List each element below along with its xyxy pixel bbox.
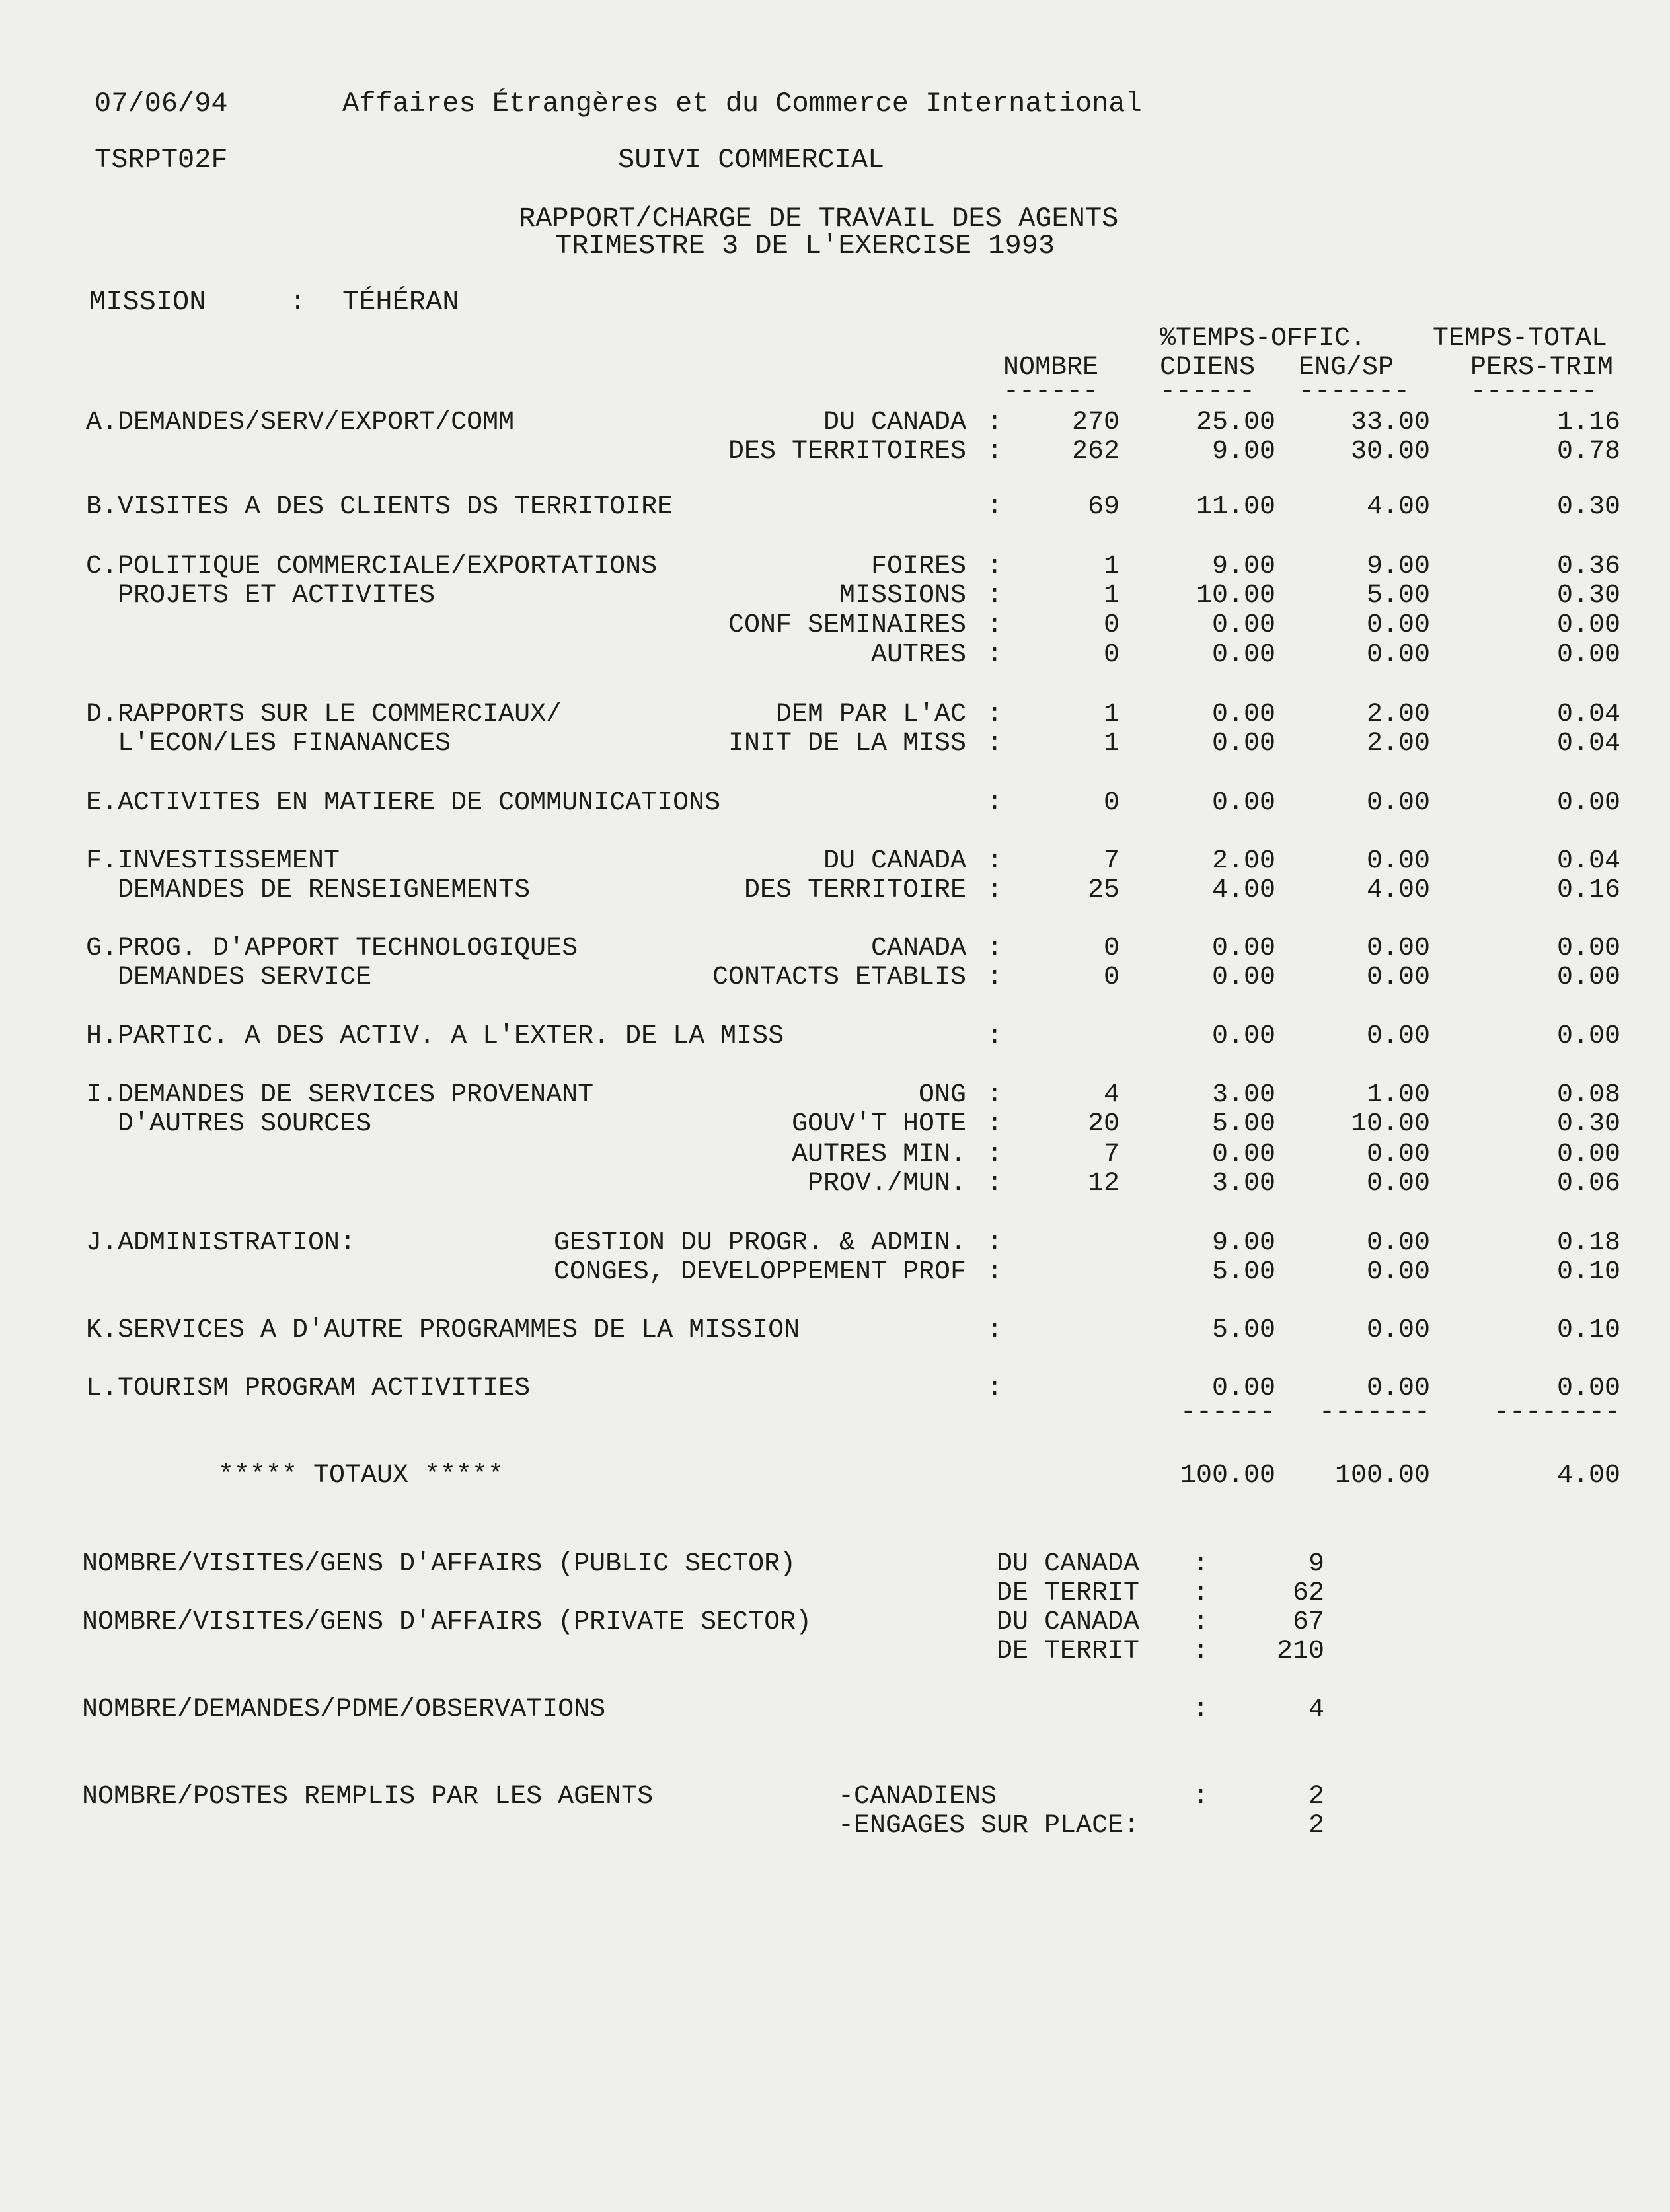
row-cdiens: 0.00 <box>1211 700 1275 729</box>
row-eng-sp: 33.00 <box>1350 408 1430 437</box>
row-label: L'ECON/LES FINANANCES <box>86 729 451 758</box>
totals-rule-eng-sp: ------- <box>1318 1397 1430 1427</box>
row-eng-sp: 10.00 <box>1350 1109 1430 1139</box>
row-label: C.POLITIQUE COMMERCIALE/EXPORTATIONS <box>86 552 658 581</box>
row-nombre: 270 <box>1071 408 1120 437</box>
row-label: D'AUTRES SOURCES <box>86 1109 372 1139</box>
canadiens-label: -CANADIENS <box>838 1782 997 1812</box>
engages-sur-place-label: -ENGAGES SUR PLACE: <box>838 1811 1140 1841</box>
private-du-canada-label: DU CANADA <box>997 1607 1140 1637</box>
row-nombre: 20 <box>1087 1109 1120 1139</box>
row-total: 0.78 <box>1556 437 1620 466</box>
row-eng-sp: 0.00 <box>1366 1021 1430 1051</box>
row-nombre: 0 <box>1103 934 1120 963</box>
row-sub-label: CONGES, DEVELOPPEMENT PROF <box>553 1257 966 1287</box>
row-nombre: 25 <box>1087 875 1120 905</box>
row-total: 0.16 <box>1556 875 1620 905</box>
row-eng-sp: 0.00 <box>1366 640 1430 670</box>
row-colon: : <box>987 1228 1003 1258</box>
row-nombre: 1 <box>1103 552 1120 581</box>
canadiens-colon: : <box>1193 1782 1209 1812</box>
row-cdiens: 0.00 <box>1211 963 1275 992</box>
row-nombre: 262 <box>1071 437 1120 466</box>
row-colon: : <box>987 581 1003 610</box>
row-total: 0.00 <box>1556 640 1620 670</box>
report-date: 07/06/94 <box>95 88 228 120</box>
row-total: 0.30 <box>1556 1109 1620 1139</box>
row-sub-label: GESTION DU PROGR. & ADMIN. <box>553 1228 966 1258</box>
private-de-territ-label: DE TERRIT <box>997 1637 1140 1666</box>
row-sub-label: DES TERRITOIRE <box>743 875 966 905</box>
row-total: 0.00 <box>1556 1140 1620 1169</box>
row-eng-sp: 0.00 <box>1366 846 1430 876</box>
totals-cdiens: 100.00 <box>1180 1461 1275 1491</box>
column-rule-pers-trim: -------- <box>1470 377 1598 407</box>
row-eng-sp: 0.00 <box>1366 1257 1430 1287</box>
row-cdiens: 3.00 <box>1211 1169 1275 1198</box>
row-sub-label: GOUV'T HOTE <box>791 1109 966 1139</box>
row-eng-sp: 0.00 <box>1366 610 1430 640</box>
report-code: TSRPT02F <box>95 144 228 176</box>
row-colon: : <box>987 640 1003 670</box>
totals-rule-total: -------- <box>1493 1397 1620 1427</box>
row-total: 0.04 <box>1556 846 1620 876</box>
row-colon: : <box>987 1140 1003 1169</box>
row-eng-sp: 9.00 <box>1366 552 1430 581</box>
row-colon: : <box>987 1315 1003 1345</box>
row-colon: : <box>987 492 1003 522</box>
column-rule-eng-sp: ------- <box>1299 377 1410 407</box>
row-sub-label: DU CANADA <box>823 846 966 876</box>
row-sub-label: DES TERRITOIRES <box>728 437 966 466</box>
row-nombre: 1 <box>1103 700 1120 729</box>
row-colon: : <box>987 729 1003 758</box>
row-label: DEMANDES SERVICE <box>86 963 372 992</box>
row-eng-sp: 0.00 <box>1366 1228 1430 1258</box>
row-eng-sp: 1.00 <box>1366 1080 1430 1110</box>
row-colon: : <box>987 437 1003 466</box>
row-sub-label: INIT DE LA MISS <box>728 729 966 758</box>
engages-sur-place-value: 2 <box>1308 1811 1324 1841</box>
row-cdiens: 2.00 <box>1211 846 1275 876</box>
row-cdiens: 0.00 <box>1211 610 1275 640</box>
mission-label: MISSION <box>89 286 206 318</box>
mission-colon: : <box>289 286 307 318</box>
row-eng-sp: 2.00 <box>1366 700 1430 729</box>
row-total: 0.04 <box>1556 729 1620 758</box>
row-cdiens: 0.00 <box>1211 1021 1275 1051</box>
row-total: 0.00 <box>1556 963 1620 992</box>
row-nombre: 0 <box>1103 963 1120 992</box>
row-cdiens: 9.00 <box>1211 552 1275 581</box>
row-eng-sp: 0.00 <box>1366 1315 1430 1345</box>
row-colon: : <box>987 1021 1003 1051</box>
row-eng-sp: 2.00 <box>1366 729 1430 758</box>
row-nombre: 69 <box>1087 492 1120 522</box>
demandes-pdme-value: 4 <box>1308 1695 1324 1724</box>
column-header-pers-trim: PERS-TRIM <box>1470 353 1614 383</box>
row-label: D.RAPPORTS SUR LE COMMERCIAUX/ <box>86 700 562 729</box>
row-colon: : <box>987 1109 1003 1139</box>
private-de-territ-colon: : <box>1193 1637 1209 1666</box>
row-cdiens: 10.00 <box>1196 581 1275 610</box>
row-label: K.SERVICES A D'AUTRE PROGRAMMES DE LA MISSION <box>86 1315 800 1345</box>
row-colon: : <box>987 408 1003 437</box>
row-total: 0.00 <box>1556 788 1620 818</box>
row-cdiens: 5.00 <box>1211 1315 1275 1345</box>
row-total: 0.00 <box>1556 934 1620 963</box>
row-total: 0.08 <box>1556 1080 1620 1110</box>
row-nombre: 0 <box>1103 610 1120 640</box>
row-eng-sp: 0.00 <box>1366 1374 1430 1403</box>
public-du-canada-colon: : <box>1193 1549 1209 1579</box>
row-cdiens: 0.00 <box>1211 1374 1275 1403</box>
demandes-pdme-label: NOMBRE/DEMANDES/PDME/OBSERVATIONS <box>82 1695 606 1724</box>
row-nombre: 1 <box>1103 729 1120 758</box>
private-de-territ-value: 210 <box>1276 1637 1324 1666</box>
row-cdiens: 25.00 <box>1196 408 1275 437</box>
column-rule-nombre: ------ <box>1003 377 1099 407</box>
report-subtitle: TRIMESTRE 3 DE L'EXERCISE 1993 <box>555 230 1055 262</box>
public-sector-label: NOMBRE/VISITES/GENS D'AFFAIRS (PUBLIC SECTOR) <box>82 1549 796 1579</box>
row-colon: : <box>987 846 1003 876</box>
row-eng-sp: 30.00 <box>1350 437 1430 466</box>
row-sub-label: DEM PAR L'AC <box>775 700 966 729</box>
row-nombre: 4 <box>1103 1080 1120 1110</box>
public-de-territ-label: DE TERRIT <box>997 1578 1140 1608</box>
canadiens-value: 2 <box>1308 1782 1324 1812</box>
row-colon: : <box>987 552 1003 581</box>
row-cdiens: 5.00 <box>1211 1109 1275 1139</box>
row-total: 0.10 <box>1556 1315 1620 1345</box>
row-total: 1.16 <box>1556 408 1620 437</box>
row-colon: : <box>987 788 1003 818</box>
private-du-canada-value: 67 <box>1292 1607 1324 1637</box>
row-label: B.VISITES A DES CLIENTS DS TERRITOIRE <box>86 492 673 522</box>
row-label: I.DEMANDES DE SERVICES PROVENANT <box>86 1080 594 1110</box>
row-total: 0.06 <box>1556 1169 1620 1198</box>
row-cdiens: 9.00 <box>1211 437 1275 466</box>
row-cdiens: 0.00 <box>1211 934 1275 963</box>
row-colon: : <box>987 963 1003 992</box>
row-cdiens: 4.00 <box>1211 875 1275 905</box>
demandes-pdme-colon: : <box>1193 1695 1209 1724</box>
row-label: F.INVESTISSEMENT <box>86 846 340 876</box>
row-total: 0.00 <box>1556 1374 1620 1403</box>
row-cdiens: 11.00 <box>1196 492 1275 522</box>
row-colon: : <box>987 1374 1003 1403</box>
public-du-canada-label: DU CANADA <box>997 1549 1140 1579</box>
totals-total: 4.00 <box>1556 1461 1620 1491</box>
row-sub-label: CANADA <box>870 934 966 963</box>
column-rule-cdiens: ------ <box>1160 377 1256 407</box>
row-label: A.DEMANDES/SERV/EXPORT/COMM <box>86 408 515 437</box>
row-cdiens: 0.00 <box>1211 788 1275 818</box>
column-header-pct-temps-offic: %TEMPS-OFFIC. <box>1160 324 1367 353</box>
row-nombre: 0 <box>1103 640 1120 670</box>
row-colon: : <box>987 610 1003 640</box>
public-du-canada-value: 9 <box>1308 1549 1324 1579</box>
row-eng-sp: 4.00 <box>1366 492 1430 522</box>
row-colon: : <box>987 1080 1003 1110</box>
row-label: DEMANDES DE RENSEIGNEMENTS <box>86 875 531 905</box>
row-total: 0.30 <box>1556 581 1620 610</box>
row-colon: : <box>987 1257 1003 1287</box>
column-header-cdiens: CDIENS <box>1160 353 1256 383</box>
column-header-eng-sp: ENG/SP <box>1299 353 1394 383</box>
row-label: L.TOURISM PROGRAM ACTIVITIES <box>86 1374 531 1403</box>
row-eng-sp: 0.00 <box>1366 1140 1430 1169</box>
row-sub-label: FOIRES <box>870 552 966 581</box>
row-sub-label: PROV./MUN. <box>807 1169 966 1198</box>
row-cdiens: 0.00 <box>1211 640 1275 670</box>
row-total: 0.30 <box>1556 492 1620 522</box>
row-total: 0.10 <box>1556 1257 1620 1287</box>
row-label: E.ACTIVITES EN MATIERE DE COMMUNICATIONS <box>86 788 721 818</box>
row-label: G.PROG. D'APPORT TECHNOLOGIQUES <box>86 934 578 963</box>
public-de-territ-value: 62 <box>1292 1578 1324 1608</box>
row-total: 0.00 <box>1556 610 1620 640</box>
row-nombre: 1 <box>1103 581 1120 610</box>
row-eng-sp: 0.00 <box>1366 934 1430 963</box>
row-sub-label: CONF SEMINAIRES <box>728 610 966 640</box>
column-header-nombre: NOMBRE <box>1003 353 1099 383</box>
row-cdiens: 9.00 <box>1211 1228 1275 1258</box>
row-total: 0.04 <box>1556 700 1620 729</box>
row-colon: : <box>987 700 1003 729</box>
row-sub-label: AUTRES <box>870 640 966 670</box>
totals-rule-cdiens: ------ <box>1180 1397 1275 1427</box>
row-eng-sp: 0.00 <box>1366 963 1430 992</box>
row-nombre: 12 <box>1087 1169 1120 1198</box>
row-nombre: 0 <box>1103 788 1120 818</box>
public-de-territ-colon: : <box>1193 1578 1209 1608</box>
row-eng-sp: 4.00 <box>1366 875 1430 905</box>
totals-label: ***** TOTAUX ***** <box>218 1461 504 1491</box>
row-colon: : <box>987 875 1003 905</box>
mission-value: TÉHÉRAN <box>342 286 459 318</box>
row-sub-label: MISSIONS <box>839 581 966 610</box>
row-total: 0.36 <box>1556 552 1620 581</box>
row-eng-sp: 5.00 <box>1366 581 1430 610</box>
column-header-temps-total: TEMPS-TOTAL <box>1433 324 1608 353</box>
row-sub-label: AUTRES MIN. <box>791 1140 966 1169</box>
row-sub-label: DU CANADA <box>823 408 966 437</box>
row-sub-label: ONG <box>918 1080 966 1110</box>
row-total: 0.00 <box>1556 1021 1620 1051</box>
row-label: J.ADMINISTRATION: <box>86 1228 356 1258</box>
row-nombre: 7 <box>1103 1140 1120 1169</box>
row-label: PROJETS ET ACTIVITES <box>86 581 436 610</box>
row-eng-sp: 0.00 <box>1366 1169 1430 1198</box>
row-sub-label: CONTACTS ETABLIS <box>712 963 966 992</box>
row-label: H.PARTIC. A DES ACTIV. A L'EXTER. DE LA MISS <box>86 1021 784 1051</box>
row-cdiens: 5.00 <box>1211 1257 1275 1287</box>
row-eng-sp: 0.00 <box>1366 788 1430 818</box>
totals-eng-sp: 100.00 <box>1334 1461 1430 1491</box>
row-nombre: 7 <box>1103 846 1120 876</box>
row-cdiens: 0.00 <box>1211 1140 1275 1169</box>
private-sector-label: NOMBRE/VISITES/GENS D'AFFAIRS (PRIVATE SECTOR) <box>82 1607 812 1637</box>
row-total: 0.18 <box>1556 1228 1620 1258</box>
row-cdiens: 0.00 <box>1211 729 1275 758</box>
private-du-canada-colon: : <box>1193 1607 1209 1637</box>
row-colon: : <box>987 934 1003 963</box>
report-title: RAPPORT/CHARGE DE TRAVAIL DES AGENTS <box>519 203 1119 235</box>
row-colon: : <box>987 1169 1003 1198</box>
row-cdiens: 3.00 <box>1211 1080 1275 1110</box>
system-name: SUIVI COMMERCIAL <box>618 144 885 176</box>
postes-remplis-label: NOMBRE/POSTES REMPLIS PAR LES AGENTS <box>82 1782 654 1812</box>
ministry-name: Affaires Étrangères et du Commerce International <box>342 88 1142 120</box>
